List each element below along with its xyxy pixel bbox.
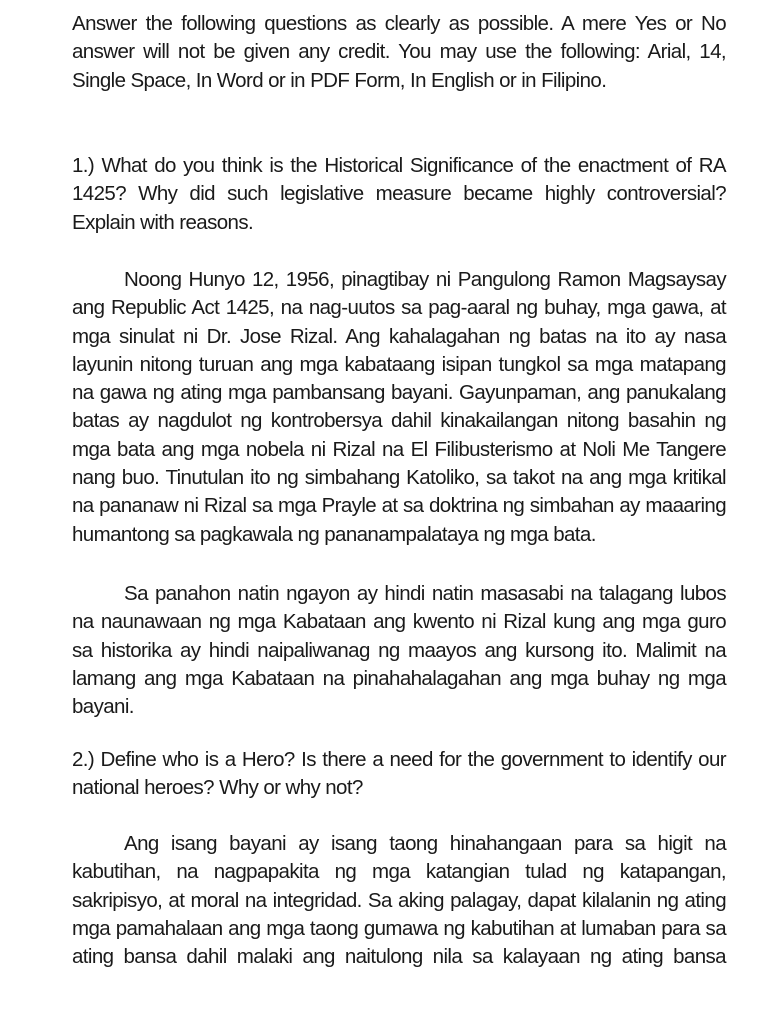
question-1-line: 1425? Why did such legislative measure became highly controversial? <box>72 182 726 206</box>
answer-1-line: na gawa ng ating mga pambansang bayani. Gayunpaman, ang panukalang <box>72 381 726 405</box>
question-1-line: Explain with reasons. <box>72 210 254 234</box>
instructions-line: answer will not be given any credit. You may use the following: Arial, 14, <box>72 40 726 64</box>
answer-1-paragraph-2 <box>72 580 726 721</box>
answer-1-paragraph-1 <box>72 266 726 549</box>
instructions-line: Single Space, In Word or in PDF Form, In English or in Filipino. <box>72 68 607 92</box>
question-2 <box>72 746 726 803</box>
answer-1-line: mga bata ang mga nobela ni Rizal na El Filibusterismo at Noli Me Tangere <box>72 437 726 461</box>
answer-1b-line: na naunawaan ng mga Kabataan ang kwento ni Rizal kung ang mga guro <box>72 610 726 634</box>
question-1 <box>72 152 726 237</box>
answer-2-line: ating bansa dahil malaki ang naitulong nila sa kalayaan ng ating bansa <box>72 945 726 969</box>
question-1-line: 1.) What do you think is the Historical Significance of the enactment of RA <box>72 154 726 177</box>
instructions-line: Answer the following questions as clearly as possible. A mere Yes or No <box>72 12 726 35</box>
answer-1-line: nang buo. Tinutulan ito ng simbahang Katoliko, sa takot na ang mga kritikal <box>72 466 726 490</box>
answer-1-line: mga sinulat ni Dr. Jose Rizal. Ang kahalagahan ng batas na ito ay nasa <box>72 324 726 348</box>
answer-2-line: sakripisyo, at moral na integridad. Sa aking palagay, dapat kilalanin ng ating <box>72 888 726 912</box>
answer-1-line: humantong sa pagkawala ng pananampalataya ng mga bata. <box>72 522 596 546</box>
answer-1-line: ang Republic Act 1425, na nag-uutos sa pag-aaral ng buhay, mga gawa, at <box>72 296 726 320</box>
answer-1-line: batas ay nagdulot ng kontrobersya dahil kinakailangan nitong basahin ng <box>72 409 726 433</box>
answer-1-line: layunin nitong turuan ang mga kabataang isipan tungkol sa mga matapang <box>72 352 726 376</box>
answer-1-line: na pananaw ni Rizal sa mga Prayle at sa doktrina ng simbahan ay maaaring <box>72 494 726 518</box>
answer-1b-line: Sa panahon natin ngayon ay hindi natin masasabi na talagang lubos <box>124 582 726 605</box>
question-2-line: 2.) Define who is a Hero? Is there a need for the government to identify our <box>72 748 726 771</box>
answer-2-line: kabutihan, na nagpapakita ng mga katangian tulad ng katapangan, <box>72 860 726 884</box>
answer-1b-line: lamang ang mga Kabataan na pinahahalagahan ang mga buhay ng mga <box>72 666 726 690</box>
answer-2-line: Ang isang bayani ay isang taong hinahangaan para sa higit na <box>124 832 726 855</box>
answer-2-line: mga pamahalaan ang mga taong gumawa ng kabutihan at lumaban para sa <box>72 916 726 940</box>
answer-1b-line: sa historika ay hindi naipaliwanag ng maayos ang kursong ito. Malimit na <box>72 638 726 662</box>
answer-1b-line: bayani. <box>72 695 134 719</box>
answer-1-line: Noong Hunyo 12, 1956, pinagtibay ni Pangulong Ramon Magsaysay <box>124 268 726 291</box>
answer-2-paragraph-1 <box>72 830 726 971</box>
question-2-line: national heroes? Why or why not? <box>72 776 363 800</box>
instructions-paragraph <box>72 10 726 95</box>
